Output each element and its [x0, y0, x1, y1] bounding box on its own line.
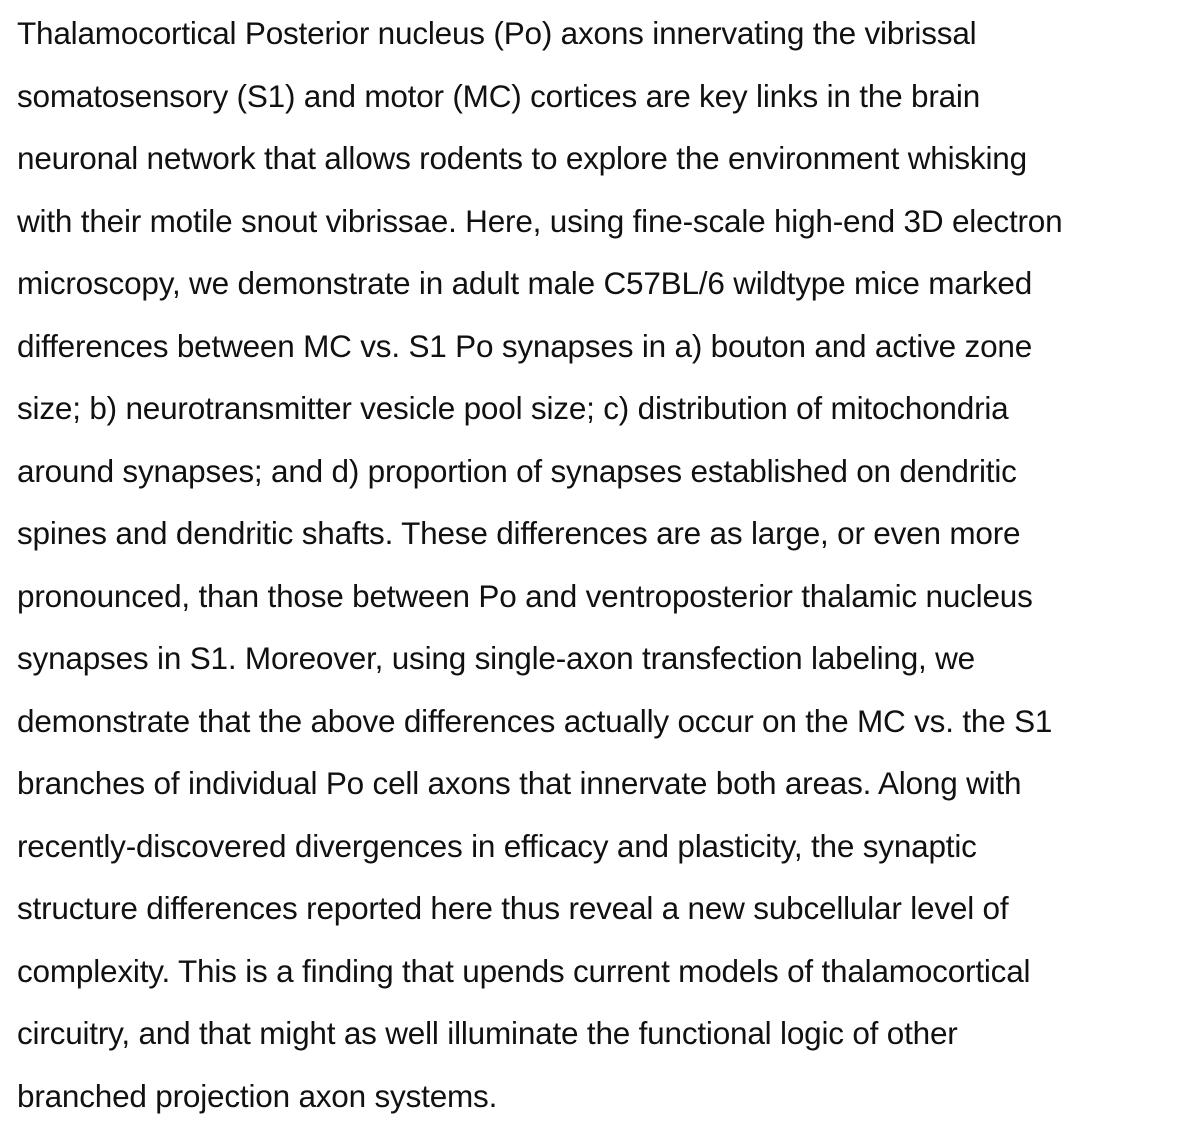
abstract-line: demonstrate that the above differences actually occur on the MC vs. the S1 — [17, 696, 1180, 759]
abstract-line: size; b) neurotransmitter vesicle pool size; c) distribution of mitochondria — [17, 383, 1180, 446]
abstract-line: around synapses; and d) proportion of synapses established on dendritic — [17, 446, 1180, 509]
abstract-line: structure differences reported here thus reveal a new subcellular level of — [17, 883, 1180, 946]
abstract-line: branched projection axon systems. — [17, 1071, 1180, 1133]
abstract-line: somatosensory (S1) and motor (MC) cortices are key links in the brain — [17, 71, 1180, 134]
abstract-line: synapses in S1. Moreover, using single-axon transfection labeling, we — [17, 633, 1180, 696]
abstract-line: complexity. This is a finding that upends current models of thalamocortical — [17, 946, 1180, 1009]
abstract-line: branches of individual Po cell axons that innervate both areas. Along with — [17, 758, 1180, 821]
abstract-line: with their motile snout vibrissae. Here, using fine-scale high-end 3D electron — [17, 196, 1180, 259]
abstract-line: spines and dendritic shafts. These differences are as large, or even more — [17, 508, 1180, 571]
abstract-line: microscopy, we demonstrate in adult male C57BL/6 wildtype mice marked — [17, 258, 1180, 321]
abstract-line: recently-discovered divergences in efficacy and plasticity, the synaptic — [17, 821, 1180, 884]
abstract-line: differences between MC vs. S1 Po synapses in a) bouton and active zone — [17, 321, 1180, 384]
abstract-line: neuronal network that allows rodents to explore the environment whisking — [17, 133, 1180, 196]
abstract-line: pronounced, than those between Po and ventroposterior thalamic nucleus — [17, 571, 1180, 634]
abstract-line: Thalamocortical Posterior nucleus (Po) axons innervating the vibrissal — [17, 8, 1180, 71]
abstract-line: circuitry, and that might as well illuminate the functional logic of other — [17, 1008, 1180, 1071]
